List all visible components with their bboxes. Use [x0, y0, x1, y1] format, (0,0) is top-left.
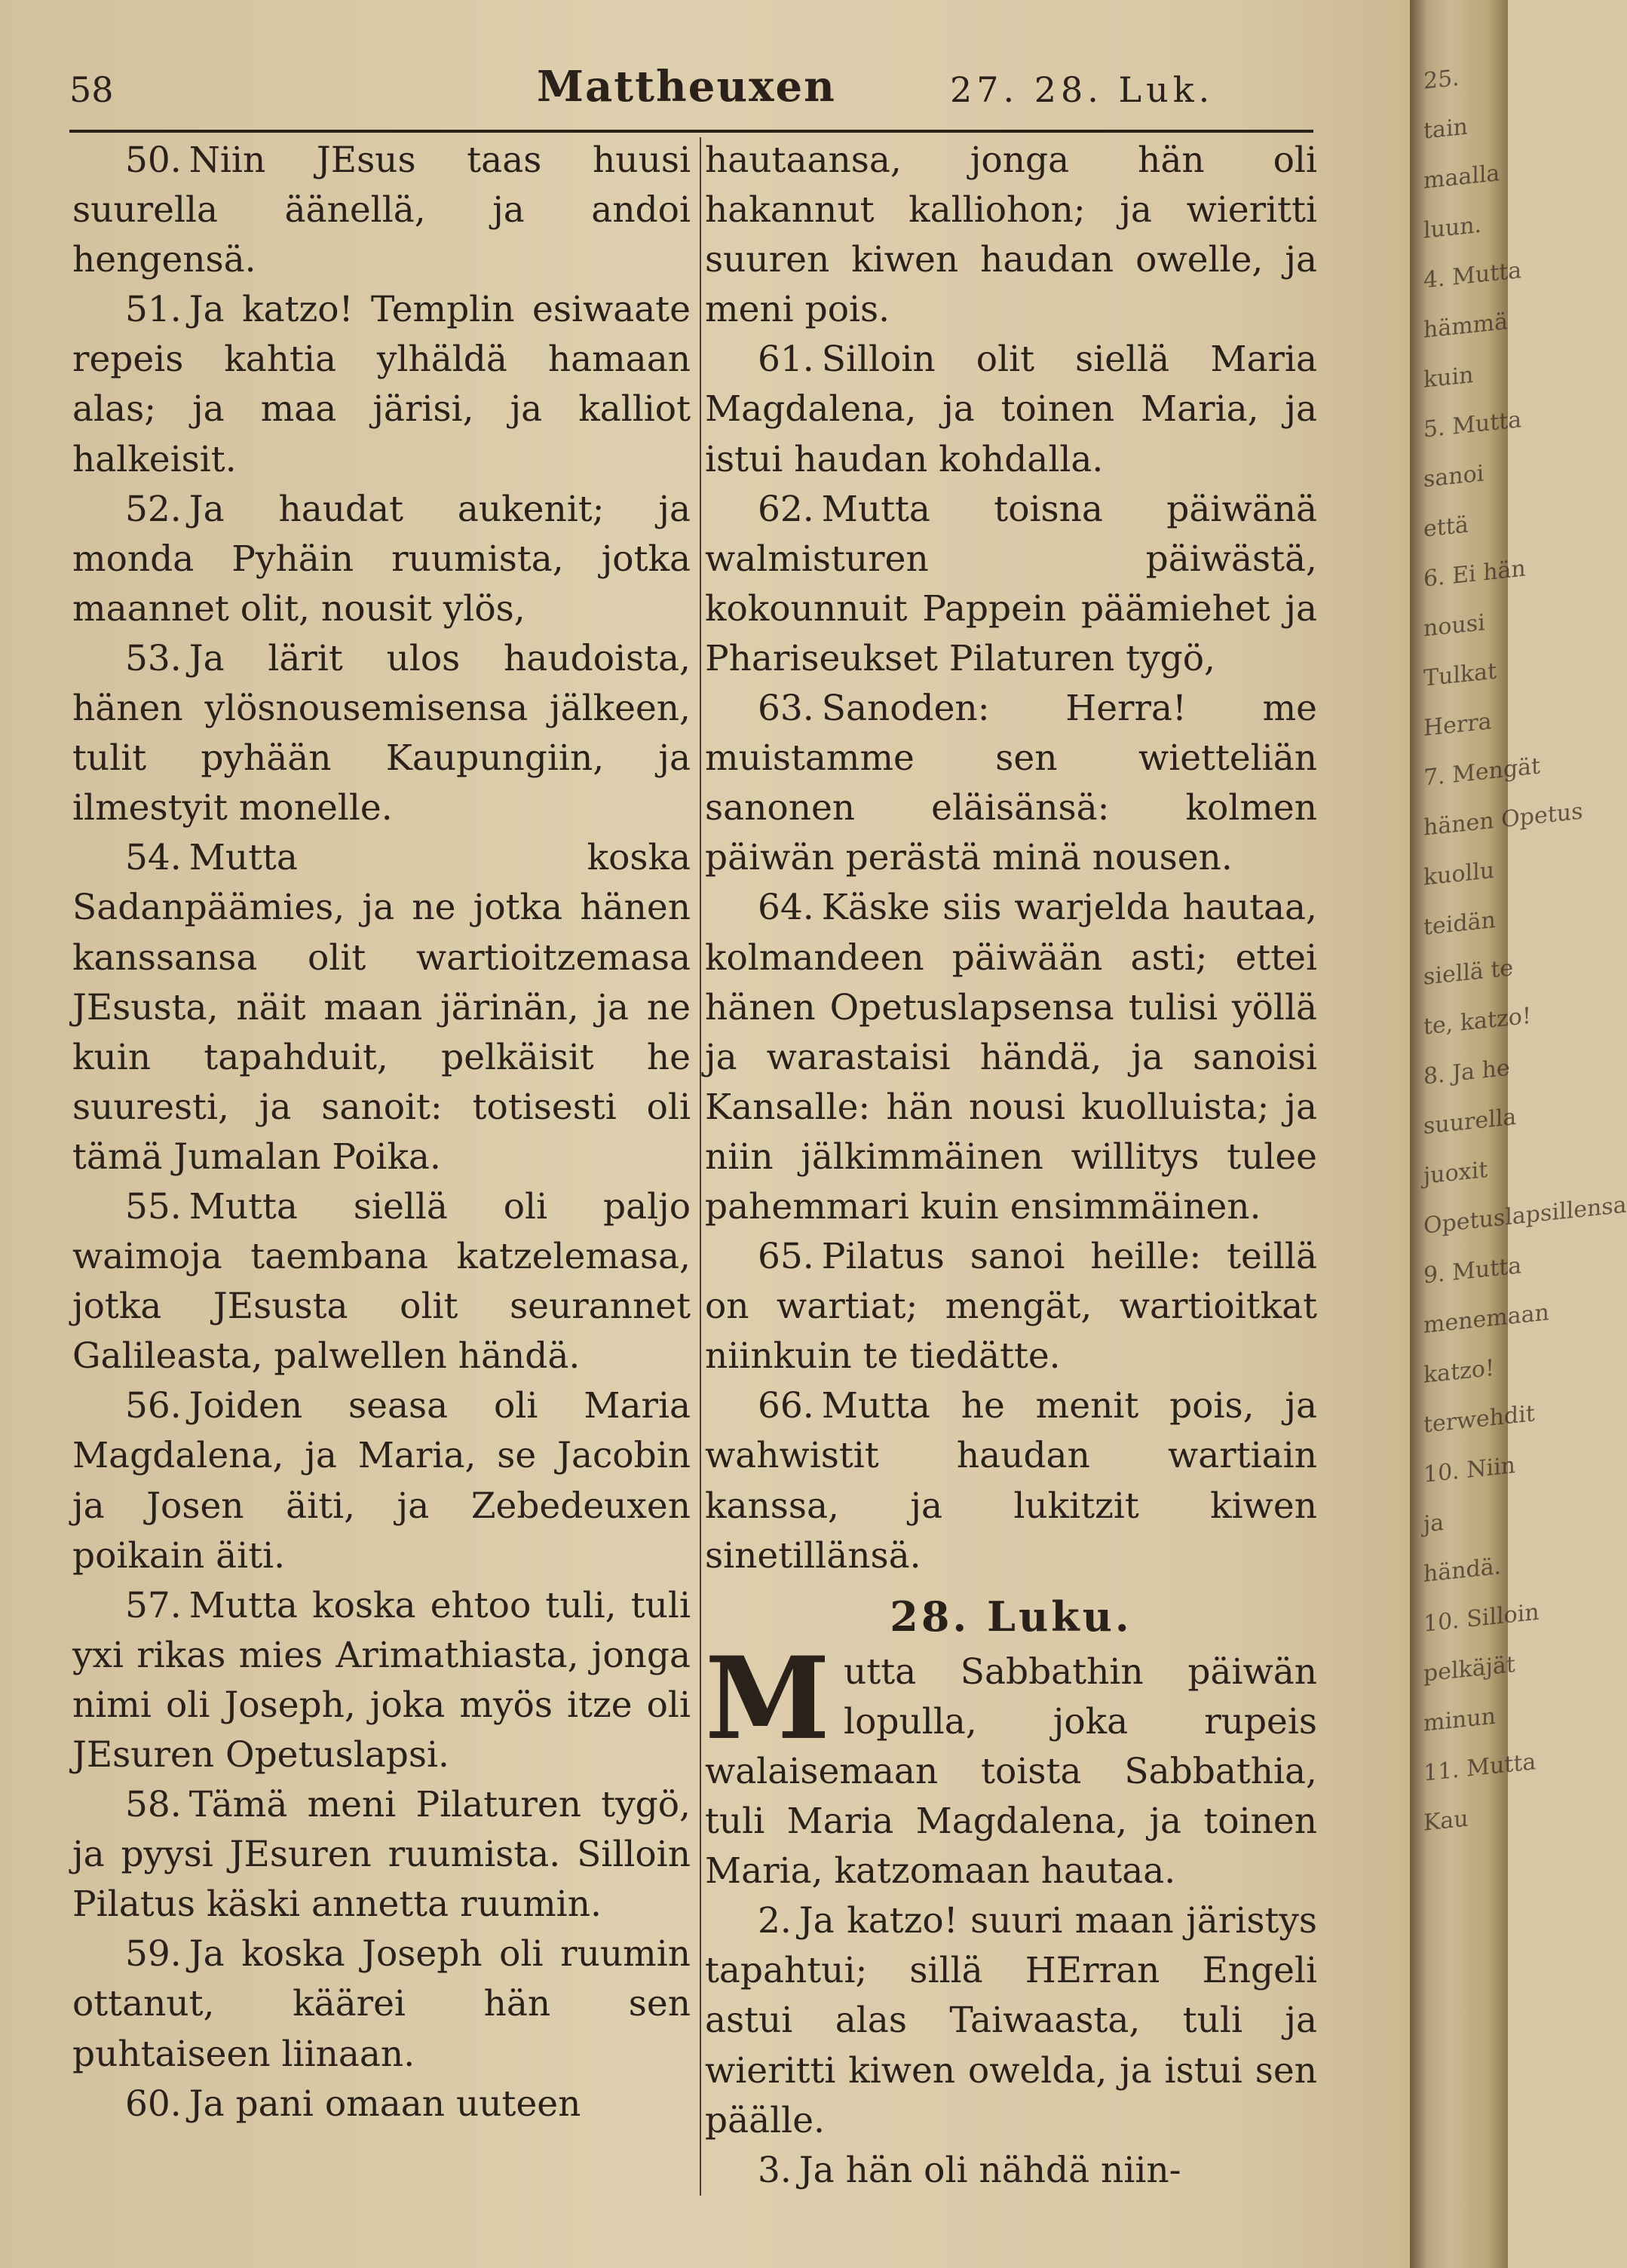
facing-page-fragment: siellä te [1423, 955, 1514, 991]
verse [705, 684, 1317, 883]
verse-number: 2. [758, 1900, 792, 1942]
facing-page-fragment: luun. [1423, 211, 1482, 244]
verse-text: Ja koska Joseph oli ruumin ottanut, käärei hän sen puhtaiseen liinaan. [72, 1933, 691, 2075]
facing-page-fragment: 7. Mengät [1423, 752, 1541, 792]
verse-text: Mutta siellä oli paljo waimoja taembana katzelemasa, jotka JEsusta olit seurannet Galileasta, palwellen händä. [72, 1185, 691, 1378]
facing-page-fragment: 6. Ei hän [1423, 555, 1526, 593]
verse [72, 1780, 691, 1929]
facing-page-fragment: menemaan [1423, 1299, 1549, 1339]
verse-number: 62. [758, 488, 814, 530]
verse [72, 136, 691, 285]
verse-text: Sanoden: Herra! me muistamme sen wietteliän sanonen eläisänsä: kolmen päiwän perästä minä nousen. [705, 688, 1317, 879]
verse-number: 60. [125, 2083, 182, 2125]
column-divider [700, 137, 701, 2196]
facing-page-fragment: nousi [1423, 609, 1485, 642]
facing-page-fragment: maalla [1423, 160, 1500, 195]
verse-continuation [705, 136, 1317, 335]
verse [72, 833, 691, 1182]
verse [72, 634, 691, 833]
facing-page-fragment: terwehdit [1423, 1400, 1535, 1439]
verse [72, 2080, 691, 2129]
verse-text: Pilatus sanoi heille: teillä on wartiat; mengät, wartioitkat niinkuin te tiedätte. [705, 1236, 1317, 1378]
verse-text: Niin JEsus taas huusi suurella äänellä, ja andoi hengensä. [72, 139, 691, 281]
verse-text: utta Sabbathin päiwän lopulla, joka rupeis walaisemaan toista Sabbathia, tuli Maria Magdalena, ja toinen Maria, katzomaan hautaa. [705, 1650, 1317, 1893]
facing-page-fragment: ja [1423, 1509, 1445, 1538]
facing-page-edge [1410, 0, 1627, 2268]
page-number: 58 [69, 69, 114, 110]
verse [705, 485, 1317, 684]
verse-text: Mutta he menit pois, ja wahwistit haudan wartiain kanssa, ja lukitzit kiwen sinetillänsä. [705, 1385, 1317, 1577]
facing-page-fragment: tain [1423, 113, 1468, 145]
facing-page-text [1423, 48, 1627, 1849]
facing-page-fragment: kuin [1423, 361, 1474, 394]
facing-page-fragment: 11. Mutta [1423, 1749, 1537, 1787]
verse-text: Mutta koska ehtoo tuli, tuli yxi rikas mies Arimathiasta, jonga nimi oli Joseph, joka myös itze oli JEsuren Opetuslapsi. [72, 1584, 691, 1776]
left-column [72, 136, 691, 2129]
verse-number: 65. [758, 1236, 814, 1278]
verse-text: Ja haudat aukenit; ja monda Pyhäin ruumista, jotka maannet olit, nousit ylös, [72, 488, 691, 630]
verse-text: Mutta toisna päiwänä walmisturen päiwästä, kokounnuit Pappein päämiehet ja Phariseukset Pilaturen tygö, [705, 488, 1317, 679]
verse-number: 59. [125, 1933, 182, 1975]
verse-text: hautaansa, jonga hän oli hakannut kalliohon; ja wieritti suuren kiwen haudan owelle, ja meni pois. [705, 139, 1317, 331]
verse [705, 883, 1317, 1232]
verse [705, 335, 1317, 484]
verse [72, 1381, 691, 1580]
facing-page-fragment: hänen Opetus [1423, 798, 1583, 841]
verse [705, 2146, 1317, 2196]
facing-page-fragment: Herra [1423, 708, 1492, 742]
right-column [705, 136, 1317, 2196]
verse-text: Ja hän oli nähdä niin- [798, 2149, 1181, 2191]
verse [72, 1929, 691, 2079]
facing-page-fragment: 5. Mutta [1423, 406, 1522, 443]
chapter-opening [705, 1632, 1317, 1896]
verse-number: 58. [125, 1784, 182, 1826]
verse-number: 56. [125, 1385, 182, 1427]
book-title: Mattheuxen [537, 62, 836, 112]
verse-text: Joiden seasa oli Maria Magdalena, ja Maria, se Jacobin ja Josen äiti, ja Zebedeuxen poikain äiti. [72, 1385, 691, 1577]
drop-cap: M [705, 1632, 831, 1765]
verse-text: Tämä meni Pilaturen tygö, ja pyysi JEsuren ruumista. Silloin Pilatus käski annetta ruumin. [72, 1784, 691, 1926]
verse-text: Ja lärit ulos haudoista, hänen ylösnousemisensa jälkeen, tulit pyhään Kaupungiin, ja ilmestyit monelle. [72, 637, 691, 829]
header-rule [69, 130, 1313, 133]
verse-text: Ja katzo! Templin esiwaate repeis kahtia ylhäldä hamaan alas; ja maa järisi, ja kalliot halkeisit. [72, 289, 691, 480]
verse [705, 1232, 1317, 1381]
verse [72, 1182, 691, 1381]
facing-page-fragment: Tulkat [1423, 657, 1497, 692]
facing-page-fragment: pelkäjät [1423, 1650, 1515, 1687]
chapter-heading: 28. Luku. [890, 1592, 1132, 1641]
verse [705, 1896, 1317, 2145]
facing-page-fragment: hämmä [1423, 308, 1508, 344]
verse-number: 3. [758, 2149, 792, 2191]
facing-page-fragment: Kau [1423, 1805, 1469, 1837]
verse-text: Mutta koska Sadanpäämies, ja ne jotka hänen kanssansa olit wartioitzemasa JEsusta, näit maan järinän, ja ne kuin tapahduit, pelkäisit he suuresti, ja sanoit: totisesti oli tämä Jumalan Poika. [72, 837, 691, 1178]
verse [72, 285, 691, 484]
verse-number: 57. [125, 1584, 182, 1626]
facing-page-fragment: 9. Mutta [1423, 1252, 1522, 1289]
facing-page-fragment: juoxit [1423, 1156, 1488, 1190]
verse-number: 51. [125, 289, 182, 331]
facing-page-fragment: suurella [1423, 1103, 1517, 1140]
facing-page-fragment: te, katzo! [1423, 1002, 1531, 1041]
facing-page-fragment: 10. Niin [1423, 1451, 1516, 1488]
verse [705, 1381, 1317, 1580]
facing-page-fragment: 8. Ja he [1423, 1054, 1510, 1090]
verse-number: 55. [125, 1185, 182, 1227]
verse-text: Ja katzo! suuri maan järistys tapahtui; sillä HErran Engeli astui alas Taiwaasta, tuli ja wieritti kiwen owelda, ja istui sen päälle. [705, 1900, 1317, 2141]
facing-page-fragment: Opetuslapsillensa [1423, 1191, 1627, 1240]
verse-number: 66. [758, 1385, 814, 1427]
verse-text: Ja pani omaan uuteen [188, 2083, 581, 2125]
verse-number: 53. [125, 637, 182, 679]
facing-page-fragment: sanoi [1423, 460, 1485, 493]
verse-number: 50. [125, 139, 182, 181]
verse-number: 54. [125, 837, 182, 879]
facing-page-fragment: 25. [1423, 64, 1460, 95]
verse-number: 61. [758, 339, 814, 381]
verse-number: 63. [758, 688, 814, 730]
facing-page-fragment: händä. [1423, 1552, 1502, 1588]
verse-number: 52. [125, 488, 182, 530]
verse [72, 1581, 691, 1780]
facing-page-fragment: että [1423, 511, 1469, 543]
facing-page-fragment: 4. Mutta [1423, 257, 1522, 294]
running-header [69, 47, 1344, 122]
facing-page-fragment: minun [1423, 1703, 1497, 1737]
chapter-reference: 27. 28. Luk. [950, 69, 1215, 110]
facing-page-fragment: kuollu [1423, 857, 1495, 891]
facing-page-fragment: 10. Silloin [1423, 1598, 1540, 1638]
verse-text: Käske siis warjelda hautaa, kolmandeen päiwään asti; ettei hänen Opetuslapsensa tulisi yöllä ja warastaisi händä, ja sanoisi Kansalle: hän nousi kuolluista; ja niin jälkimmäinen willitys tulee pahemmari kuin ensimmäinen. [705, 887, 1317, 1227]
verse-number: 64. [758, 887, 814, 929]
facing-page-fragment: teidän [1423, 906, 1496, 941]
verse-text: Silloin olit siellä Maria Magdalena, ja toinen Maria, ja istui haudan kohdalla. [705, 339, 1317, 480]
verse [72, 485, 691, 634]
facing-page-fragment: katzo! [1423, 1354, 1495, 1389]
